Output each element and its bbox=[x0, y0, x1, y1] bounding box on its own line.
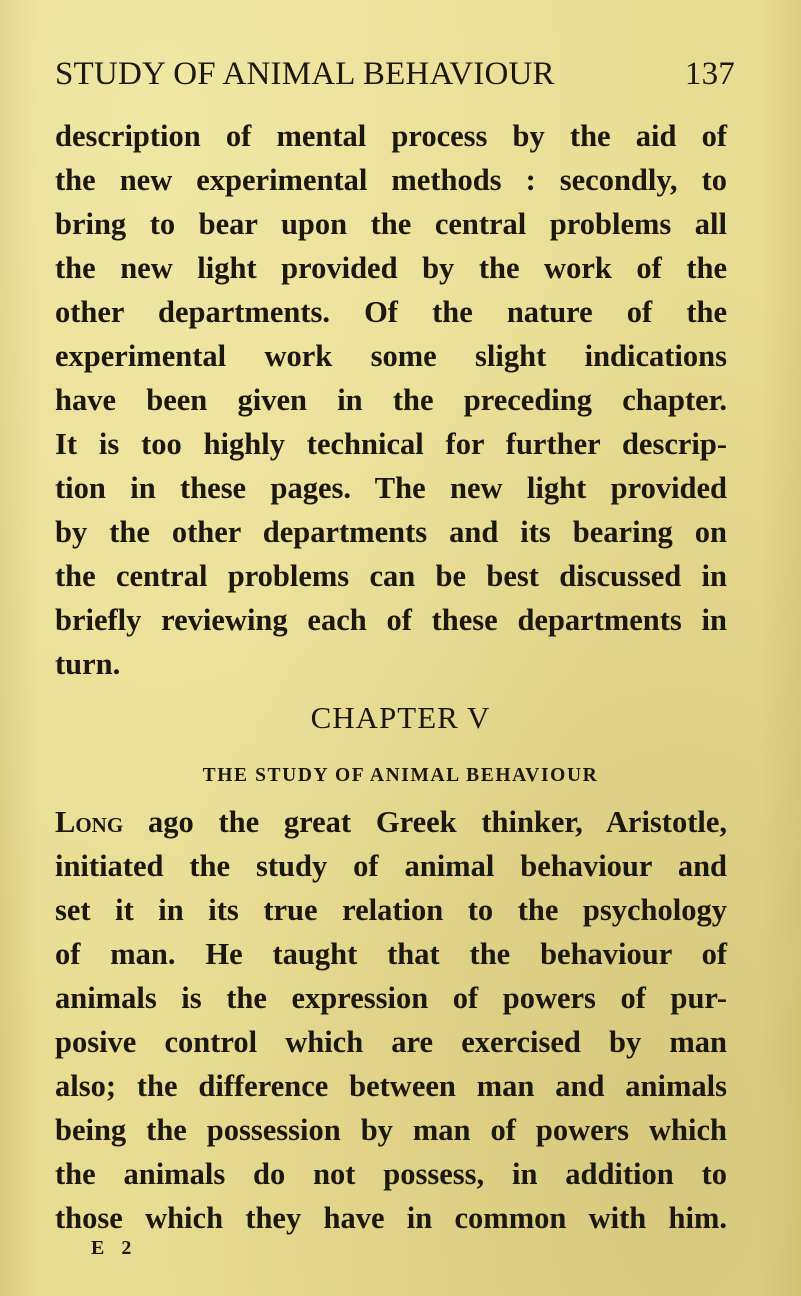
opening-word: Long bbox=[55, 805, 124, 839]
paragraph-continued bbox=[55, 114, 727, 686]
chapter-opening-paragraph bbox=[55, 800, 727, 1240]
text-line: It is too highly technical for further descrip- bbox=[55, 427, 727, 461]
text-line: the new experimental methods : secondly, to bbox=[55, 163, 727, 197]
first-line-rest: ago the great Greek thinker, Aristotle, bbox=[123, 805, 727, 839]
text-line: description of mental process by the aid of bbox=[55, 119, 727, 153]
text-line: experimental work some slight indications bbox=[55, 339, 727, 373]
text-line: the new light provided by the work of the bbox=[55, 251, 727, 285]
running-head-title: STUDY OF ANIMAL BEHAVIOUR bbox=[55, 56, 555, 92]
text-line: also; the difference between man and animals bbox=[55, 1069, 727, 1103]
text-line bbox=[55, 800, 727, 844]
text-line: bring to bear upon the central problems all bbox=[55, 207, 727, 241]
text-line: of man. He taught that the behaviour of bbox=[55, 937, 727, 971]
text-line: briefly reviewing each of these departments in bbox=[55, 603, 727, 637]
chapter-heading: CHAPTER V bbox=[310, 700, 491, 735]
text-line: animals is the expression of powers of pur- bbox=[55, 981, 727, 1015]
page-number: 137 bbox=[684, 56, 735, 92]
text-line: tion in these pages. The new light provided bbox=[55, 471, 727, 505]
text-line: the central problems can be best discussed in bbox=[55, 559, 727, 593]
running-head bbox=[55, 52, 735, 102]
chapter-title: THE STUDY OF ANIMAL BEHAVIOUR bbox=[202, 765, 599, 786]
text-line: set it in its true relation to the psychology bbox=[55, 893, 727, 927]
text-line: the animals do not possess, in addition to bbox=[55, 1157, 727, 1191]
text-line: have been given in the preceding chapter. bbox=[55, 383, 727, 417]
text-line: turn. bbox=[55, 647, 121, 681]
text-line: initiated the study of animal behaviour and bbox=[55, 849, 727, 883]
text-line: those which they have in common with him. bbox=[55, 1201, 727, 1235]
text-line: posive control which are exercised by man bbox=[55, 1025, 727, 1059]
signature-mark: E 2 bbox=[91, 1237, 138, 1259]
text-line: being the possession by man of powers which bbox=[55, 1113, 727, 1147]
text-line: other departments. Of the nature of the bbox=[55, 295, 727, 329]
text-line: by the other departments and its bearing on bbox=[55, 515, 727, 549]
